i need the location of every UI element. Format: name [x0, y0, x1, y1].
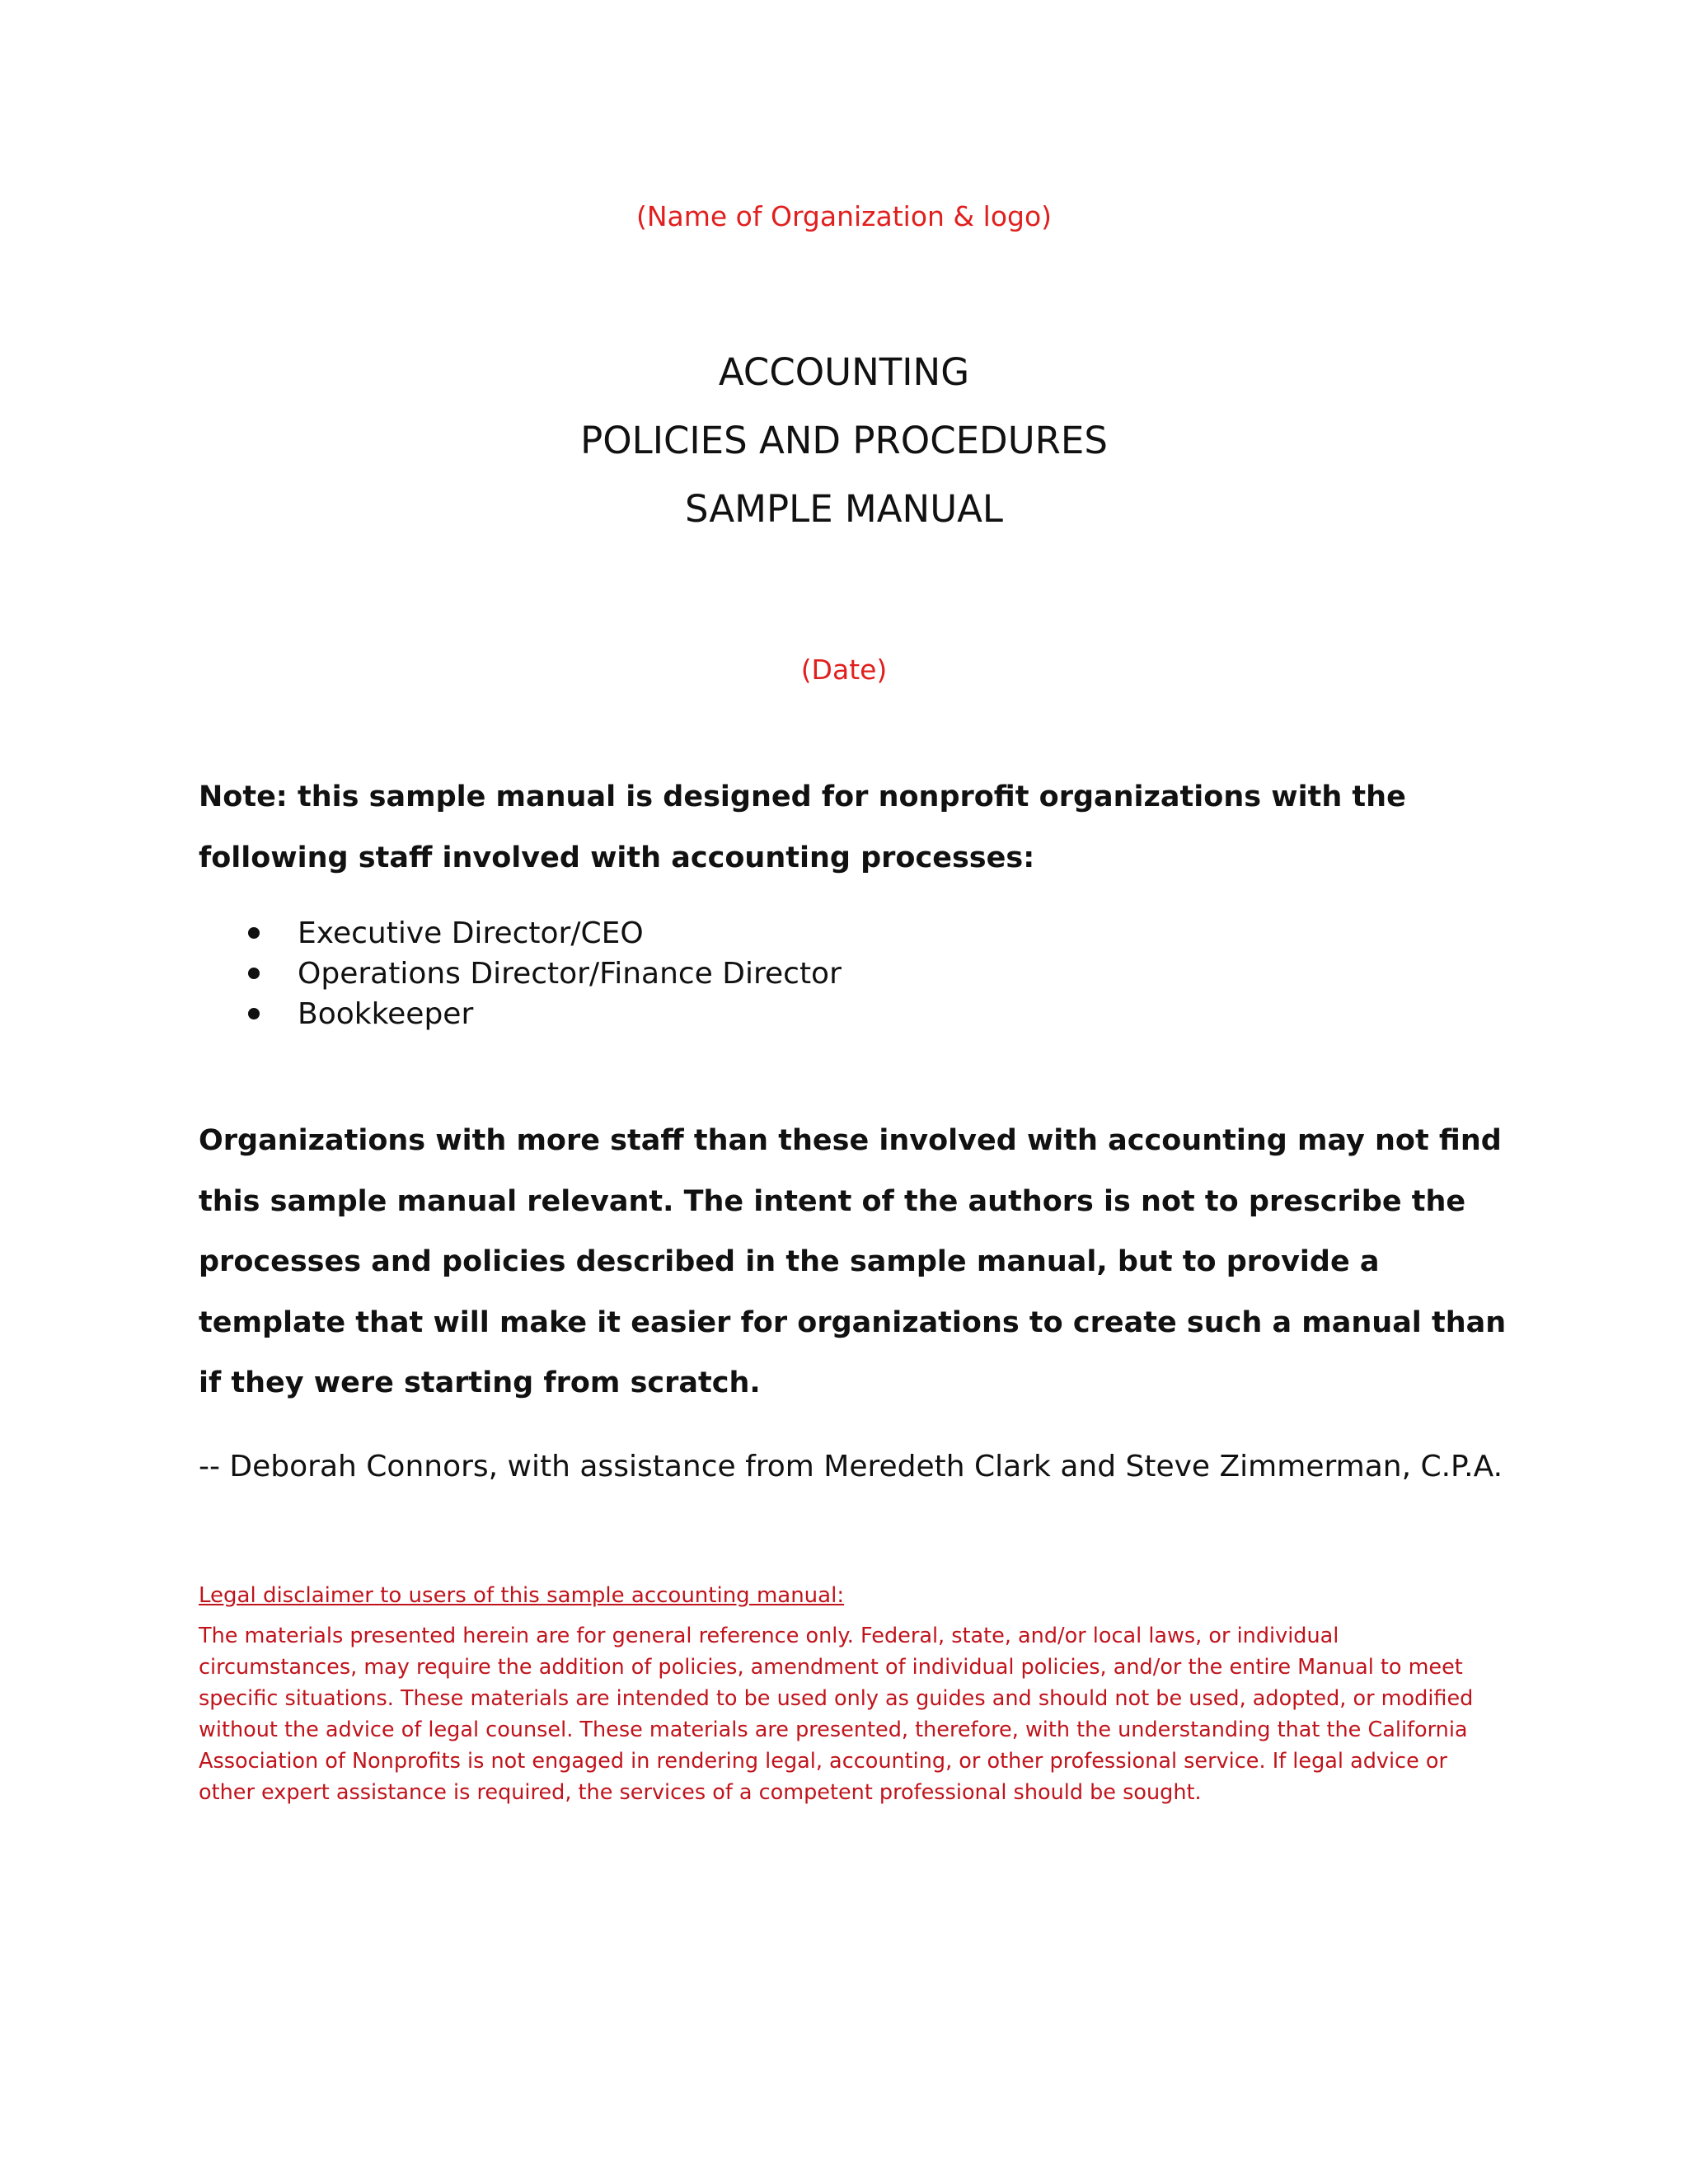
title-line-policies: POLICIES AND PROCEDURES [580, 419, 1108, 462]
list-item [199, 913, 1353, 954]
bullet-icon [248, 968, 260, 979]
staff-role: Executive Director/CEO [298, 916, 644, 950]
list-item [199, 994, 1353, 1034]
staff-role: Operations Director/Finance Director [298, 957, 842, 991]
list-item [199, 954, 1353, 994]
intro-note: Note: this sample manual is designed for nonprofit organizations with the following staff involved with accounting processes: [199, 780, 1406, 874]
title-line-manual: SAMPLE MANUAL [684, 487, 1003, 531]
bullet-icon [248, 1008, 260, 1019]
bullet-icon [248, 927, 260, 939]
date-placeholder: (Date) [800, 654, 888, 686]
staff-role: Bookkeeper [298, 997, 474, 1031]
disclaimer-heading: Legal disclaimer to users of this sample accounting manual: [199, 1583, 845, 1608]
staff-list [199, 913, 1353, 1034]
organization-name-placeholder: (Name of Organization & logo) [635, 200, 1053, 232]
disclaimer-body: The materials presented herein are for general reference only. Federal, state, and/or local laws, or individual circumstances, may require the addition of policies, amendment of individual policies, and/or the entire Manual to meet specific situations. These materials are intended to be used only as guides and should not be used, adopted, or modified without the advice of legal counsel. These materials are presented, therefore, with the understanding that the California Association of Nonprofits is not engaged in rendering legal, accounting, or other professional service. If legal advice or other expert assistance is required, the services of a competent professional should be sought. [199, 1624, 1474, 1805]
document-title [0, 338, 1688, 543]
title-line-accounting: ACCOUNTING [718, 350, 970, 394]
author-attribution: -- Deborah Connors, with assistance from Meredeth Clark and Steve Zimmerman, C.P.A. [199, 1450, 1503, 1483]
intent-paragraph: Organizations with more staff than these involved with accounting may not find this sample manual relevant. The intent of the authors is not to prescribe the processes and policies described in the sample manual, but to provide a template that will make it easier for organizations to create such a manual than if they were starting from scratch. [199, 1124, 1507, 1399]
